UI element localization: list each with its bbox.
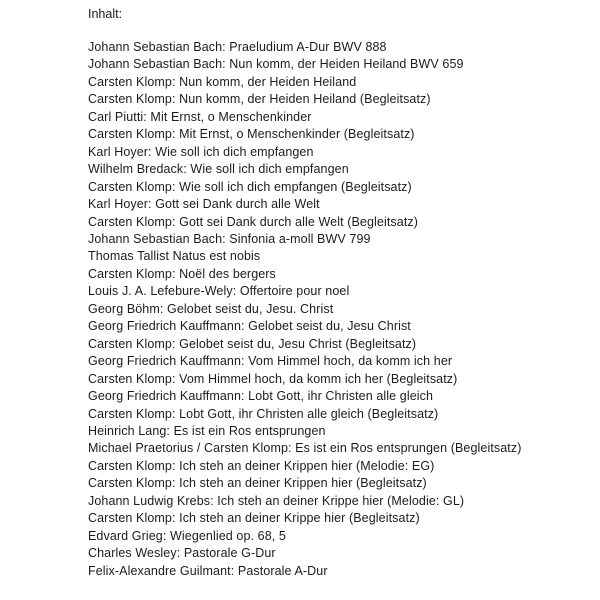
list-item: Carsten Klomp: Vom Himmel hoch, da komm ich her (Begleitsatz) xyxy=(88,371,458,386)
list-item: Heinrich Lang: Es ist ein Ros entsprungen xyxy=(88,423,326,438)
list-item: Carsten Klomp: Noël des bergers xyxy=(88,266,276,281)
list-item: Carsten Klomp: Ich steh an deiner Krippe hier (Begleitsatz) xyxy=(88,511,420,526)
list-item: Johann Sebastian Bach: Nun komm, der Heiden Heiland BWV 659 xyxy=(88,57,464,72)
list-item: Johann Sebastian Bach: Praeludium A-Dur BWV 888 xyxy=(88,40,387,54)
list-item: Carsten Klomp: Gott sei Dank durch alle Welt (Begleitsatz) xyxy=(88,214,419,229)
list-item: Louis J. A. Lefebure-Wely: Offertoire pour noel xyxy=(88,284,350,299)
content-list xyxy=(88,39,521,580)
list-item: Georg Friedrich Kauffmann: Lobt Gott, ihr Christen alle gleich xyxy=(88,389,434,404)
list-item: Karl Hoyer: Wie soll ich dich empfangen xyxy=(88,144,314,159)
list-item: Carsten Klomp: Gelobet seist du, Jesu Christ (Begleitsatz) xyxy=(88,336,417,351)
list-item: Georg Friedrich Kauffmann: Vom Himmel hoch, da komm ich her xyxy=(88,354,453,369)
list-item: Karl Hoyer: Gott sei Dank durch alle Welt xyxy=(88,197,320,212)
list-item: Georg Friedrich Kauffmann: Gelobet seist du, Jesu Christ xyxy=(88,319,411,334)
list-item: Carsten Klomp: Lobt Gott, ihr Christen alle gleich (Begleitsatz) xyxy=(88,406,439,421)
list-item: Carl Piutti: Mit Ernst, o Menschenkinder xyxy=(88,109,312,124)
list-item: Carsten Klomp: Wie soll ich dich empfangen (Begleitsatz) xyxy=(88,179,412,194)
list-item: Wilhelm Bredack: Wie soll ich dich empfangen xyxy=(88,162,349,177)
list-item: Felix-Alexandre Guilmant: Pastorale A-Dur xyxy=(88,563,328,578)
list-item: Johann Sebastian Bach: Sinfonia a-moll BWV 799 xyxy=(88,231,371,246)
list-item: Johann Ludwig Krebs: Ich steh an deiner Krippe hier (Melodie: GL) xyxy=(88,493,465,508)
list-item: Carsten Klomp: Mit Ernst, o Menschenkinder (Begleitsatz) xyxy=(88,127,415,142)
list-item: Carsten Klomp: Nun komm, der Heiden Heiland (Begleitsatz) xyxy=(88,92,431,107)
list-item: Carsten Klomp: Ich steh an deiner Krippen hier (Melodie: EG) xyxy=(88,458,435,473)
list-item: Georg Böhm: Gelobet seist du, Jesu. Christ xyxy=(88,301,334,316)
list-item: Michael Praetorius / Carsten Klomp: Es ist ein Ros entsprungen (Begleitsatz) xyxy=(88,441,522,456)
list-item: Thomas Tallist Natus est nobis xyxy=(88,249,261,264)
list-item: Carsten Klomp: Nun komm, der Heiden Heiland xyxy=(88,74,357,89)
list-item: Charles Wesley: Pastorale G-Dur xyxy=(88,546,276,561)
page-title: Inhalt: xyxy=(88,7,123,21)
list-item: Edvard Grieg: Wiegenlied op. 68, 5 xyxy=(88,528,286,543)
list-item: Carsten Klomp: Ich steh an deiner Krippen hier (Begleitsatz) xyxy=(88,476,427,491)
